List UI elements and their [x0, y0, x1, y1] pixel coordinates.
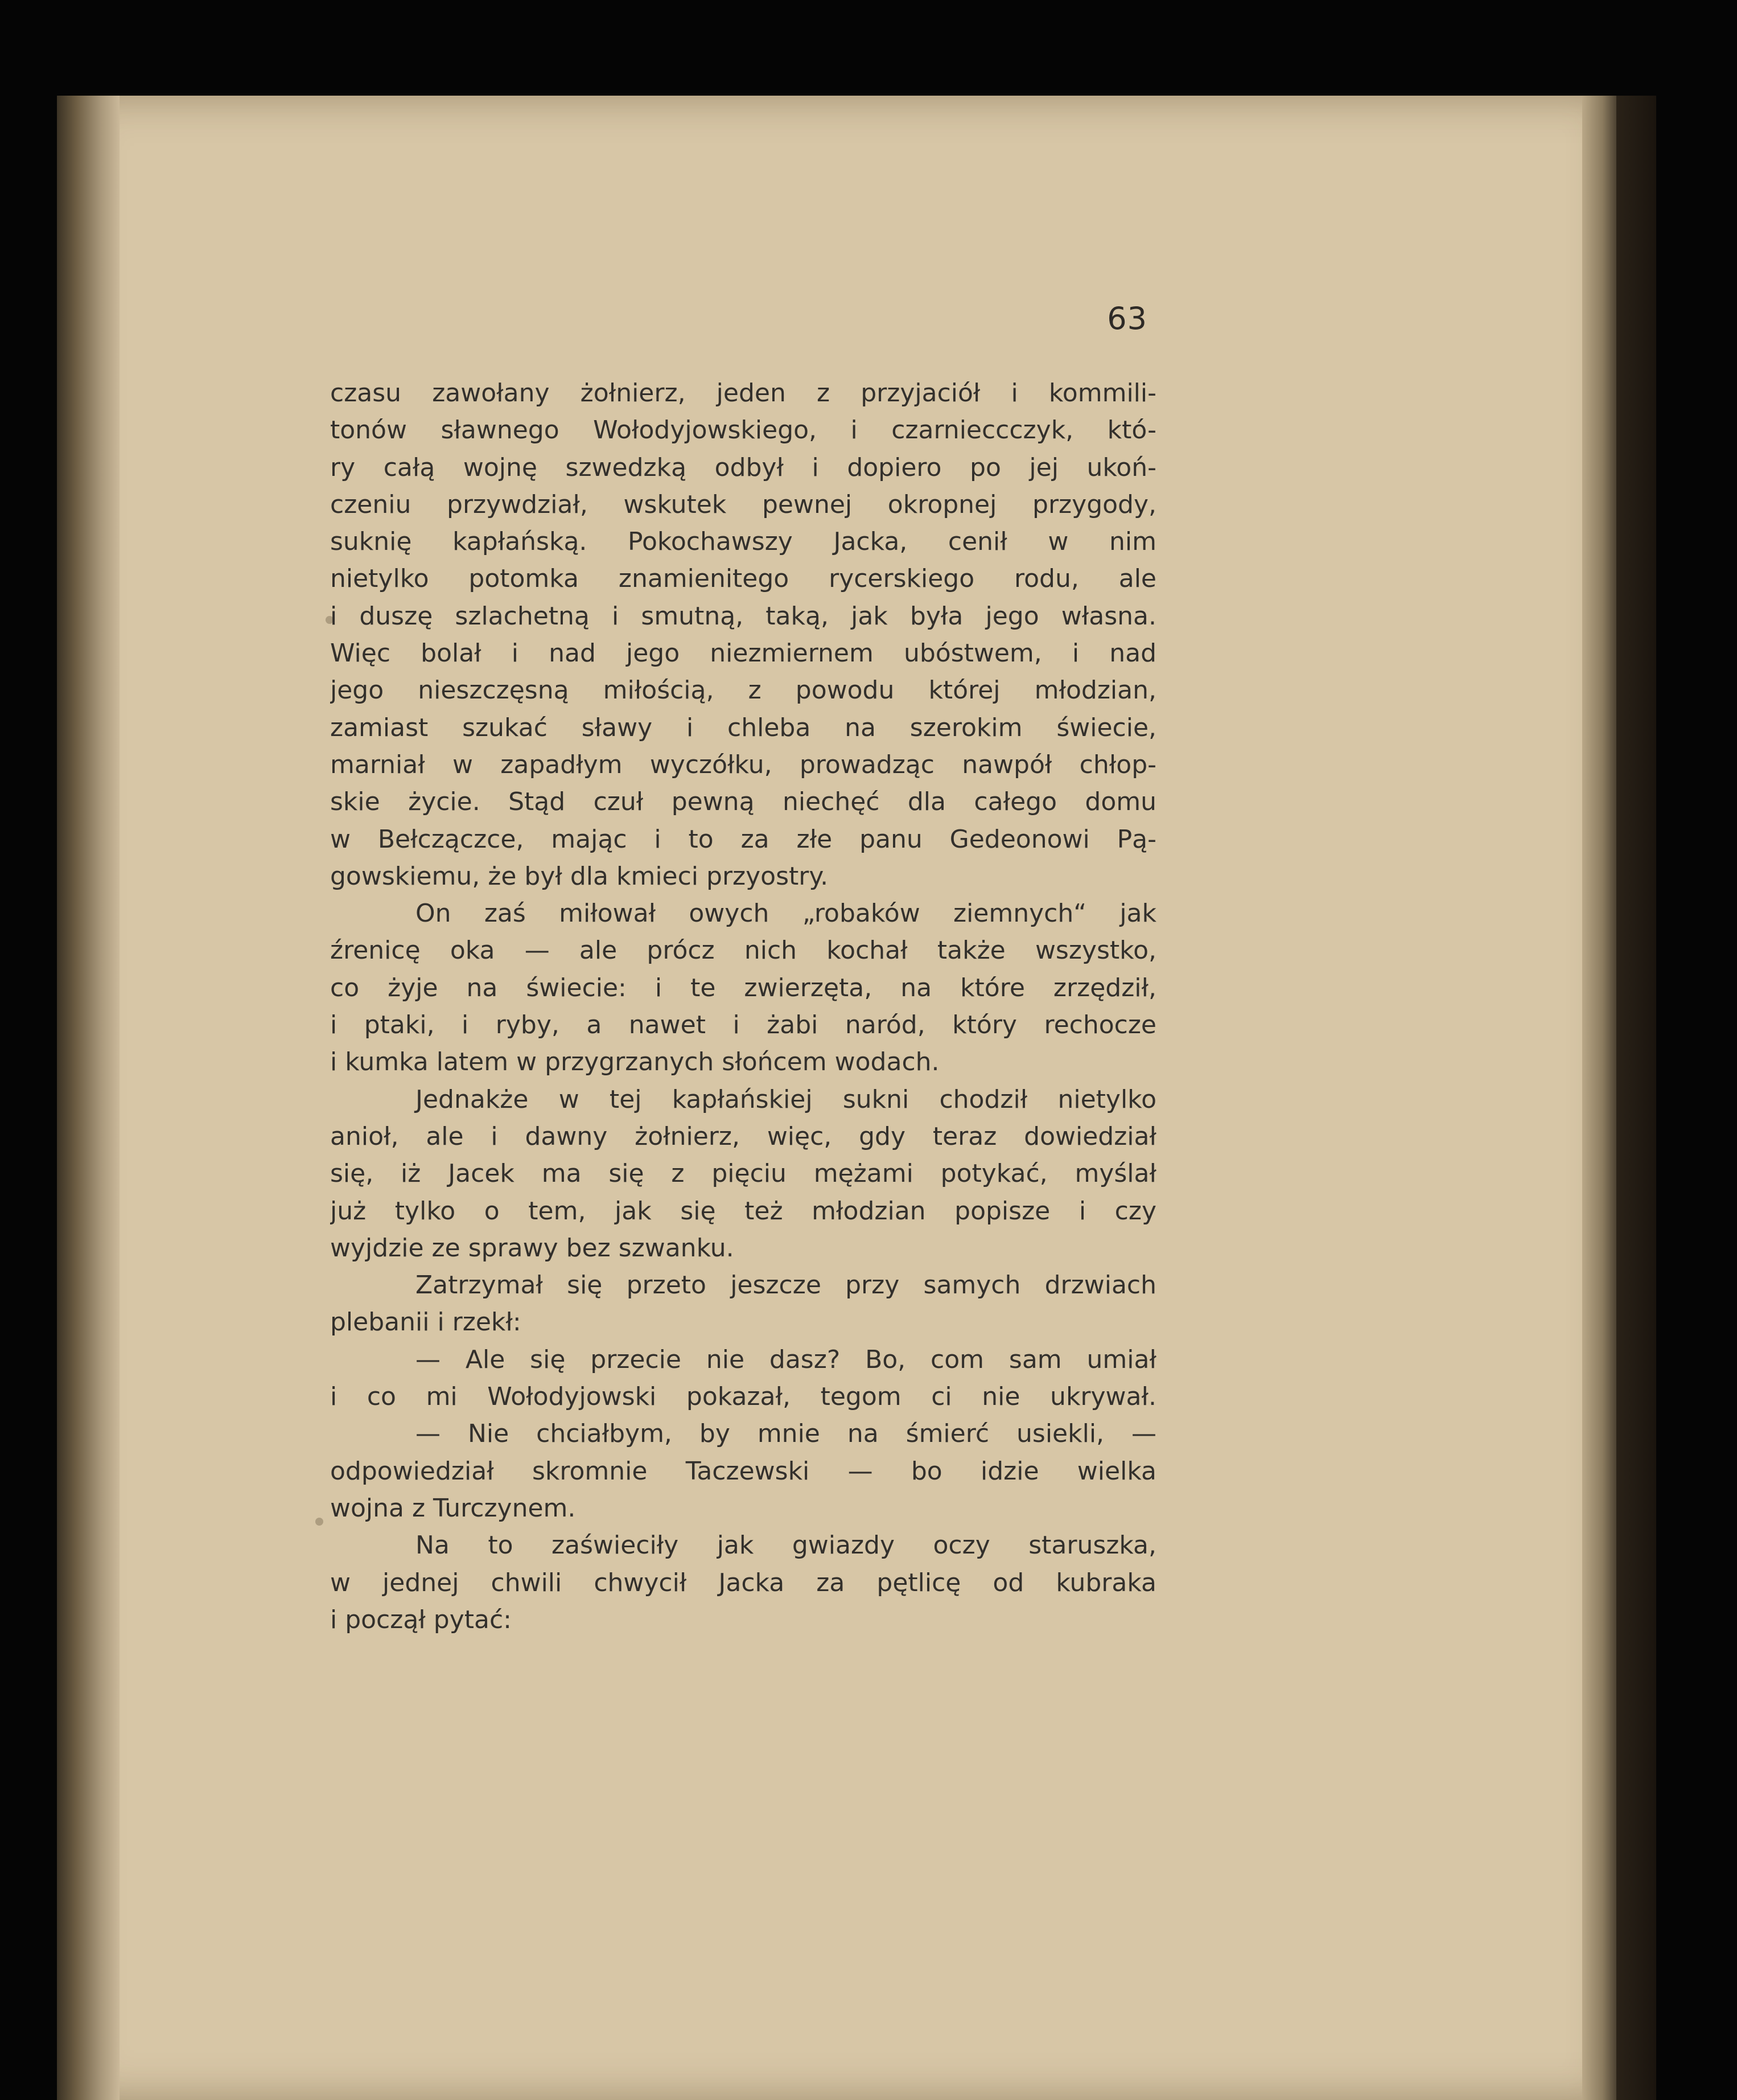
- text-line: — Nie chciałbym, by mnie na śmierć usiekli, —: [415, 1419, 1156, 1449]
- text-line: Jednakże w tej kapłańskiej sukni chodził nietylko: [415, 1084, 1156, 1114]
- text-line: zamiast szukać sławy i chleba na szerokim świecie,: [330, 713, 1156, 742]
- page-edge: [1582, 96, 1616, 2100]
- page-number: 63: [1107, 301, 1147, 336]
- book-spine: [1616, 96, 1656, 2100]
- text-line: tonów sławnego Wołodyjowskiego, i czarnieccczyk, któ-: [330, 416, 1156, 445]
- text-line: — Ale się przecie nie dasz? Bo, com sam umiał: [415, 1345, 1156, 1374]
- text-line: jego nieszczęsną miłością, z powodu której młodzian,: [330, 676, 1156, 705]
- text-line: wojna z Turczynem.: [330, 1493, 576, 1523]
- text-line: źrenicę oka — ale prócz nich kochał także wszystko,: [330, 936, 1156, 965]
- text-line: On zaś miłował owych „robaków ziemnych“ jak: [415, 899, 1156, 928]
- text-line: marniał w zapadłym wyczółku, prowadząc nawpół chłop-: [330, 750, 1156, 779]
- text-line: Zatrzymał się przeto jeszcze przy samych drzwiach: [415, 1271, 1156, 1300]
- text-line: i duszę szlachetną i smutną, taką, jak była jego własna.: [330, 601, 1156, 631]
- text-line: suknię kapłańską. Pokochawszy Jacka, cenił w nim: [330, 527, 1156, 557]
- text-line: skie życie. Stąd czuł pewną niechęć dla całego domu: [330, 787, 1156, 817]
- text-line: i począł pytać:: [330, 1605, 512, 1634]
- text-line: co żyje na świecie: i te zwierzęta, na które zrzędził,: [330, 973, 1156, 1002]
- text-line: gowskiemu, że był dla kmieci przyostry.: [330, 861, 829, 891]
- text-line: i kumka latem w przygrzanych słońcem wodach.: [330, 1047, 940, 1077]
- text-line: w jednej chwili chwycił Jacka za pętlicę od kubraka: [330, 1568, 1156, 1597]
- text-line: już tylko o tem, jak się też młodzian popisze i czy: [330, 1196, 1156, 1226]
- text-line: plebanii i rzekł:: [330, 1308, 521, 1337]
- text-line: ry całą wojnę szwedzką odbył i dopiero po jej ukoń-: [330, 453, 1156, 482]
- text-line: i ptaki, i ryby, a nawet i żabi naród, który rechocze: [330, 1010, 1156, 1040]
- text-line: się, iż Jacek ma się z pięciu mężami potykać, myślał: [330, 1159, 1156, 1189]
- text-line: w Bełczączce, mając i to za złe panu Gedeonowi Pą-: [330, 824, 1156, 854]
- text-line: i co mi Wołodyjowski pokazał, tegom ci nie ukrywał.: [330, 1382, 1156, 1412]
- text-line: Więc bolał i nad jego niezmiernem ubóstwem, i nad: [330, 639, 1156, 668]
- text-line: czeniu przywdział, wskutek pewnej okropnej przygody,: [330, 490, 1156, 519]
- paper-speck: [315, 1518, 323, 1526]
- body-text: [330, 375, 1156, 1638]
- text-line: czasu zawołany żołnierz, jeden z przyjaciół i kommili-: [330, 379, 1156, 408]
- page-gutter: [57, 96, 120, 2100]
- text-line: wyjdzie ze sprawy bez szwanku.: [330, 1233, 734, 1263]
- text-line: nietylko potomka znamienitego rycerskiego rodu, ale: [330, 564, 1156, 594]
- text-line: anioł, ale i dawny żołnierz, więc, gdy teraz dowiedział: [330, 1121, 1156, 1151]
- text-line: odpowiedział skromnie Taczewski — bo idzie wielka: [330, 1456, 1156, 1486]
- text-line: Na to zaświeciły jak gwiazdy oczy staruszka,: [415, 1531, 1156, 1560]
